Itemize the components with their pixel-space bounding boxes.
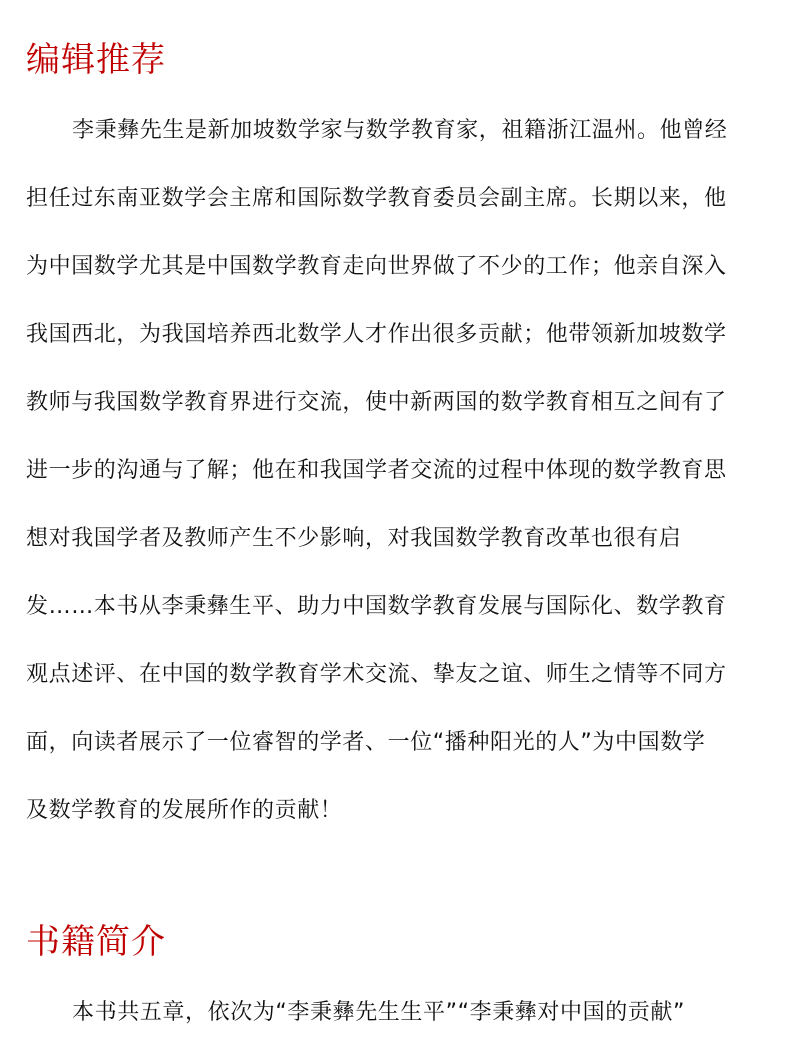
paragraph-line: 我国西北，为我国培养西北数学人才作出很多贡献；他带领新加坡数学 <box>26 322 727 347</box>
paragraph-line: 面，向读者展示了一位睿智的学者、一位“播种阳光的人”为中国数学 <box>26 730 706 755</box>
section-title-book-introduction: 书籍简介 <box>26 922 166 962</box>
paragraph-line: 教师与我国数学教育界进行交流，使中新两国的数学教育相互之间有了 <box>26 390 727 415</box>
paragraph-line: 及数学教育的发展所作的贡献！ <box>26 798 343 823</box>
paragraph-line: 为中国数学尤其是中国数学教育走向世界做了不少的工作；他亲自深入 <box>26 254 727 279</box>
paragraph-line: 李秉彝先生是新加坡数学家与数学教育家，祖籍浙江温州。他曾经 <box>72 118 728 143</box>
paragraph-line: 想对我国学者及教师产生不少影响，对我国数学教育改革也很有启 <box>26 526 682 551</box>
paragraph-line: 发……本书从李秉彝生平、助力中国数学教育发展与国际化、数学教育 <box>26 594 727 619</box>
paragraph-line: 担任过东南亚数学会主席和国际数学教育委员会副主席。长期以来，他 <box>26 186 727 211</box>
paragraph-line: 观点述评、在中国的数学教育学术交流、挚友之谊、师生之情等不同方 <box>26 662 727 687</box>
paragraph-line: 本书共五章，依次为“李秉彝先生生平”“李秉彝对中国的贡献” <box>72 1000 685 1025</box>
paragraph-line: 进一步的沟通与了解；他在和我国学者交流的过程中体现的数学教育思 <box>26 458 727 483</box>
section-title-editor-recommendation: 编辑推荐 <box>26 40 166 80</box>
